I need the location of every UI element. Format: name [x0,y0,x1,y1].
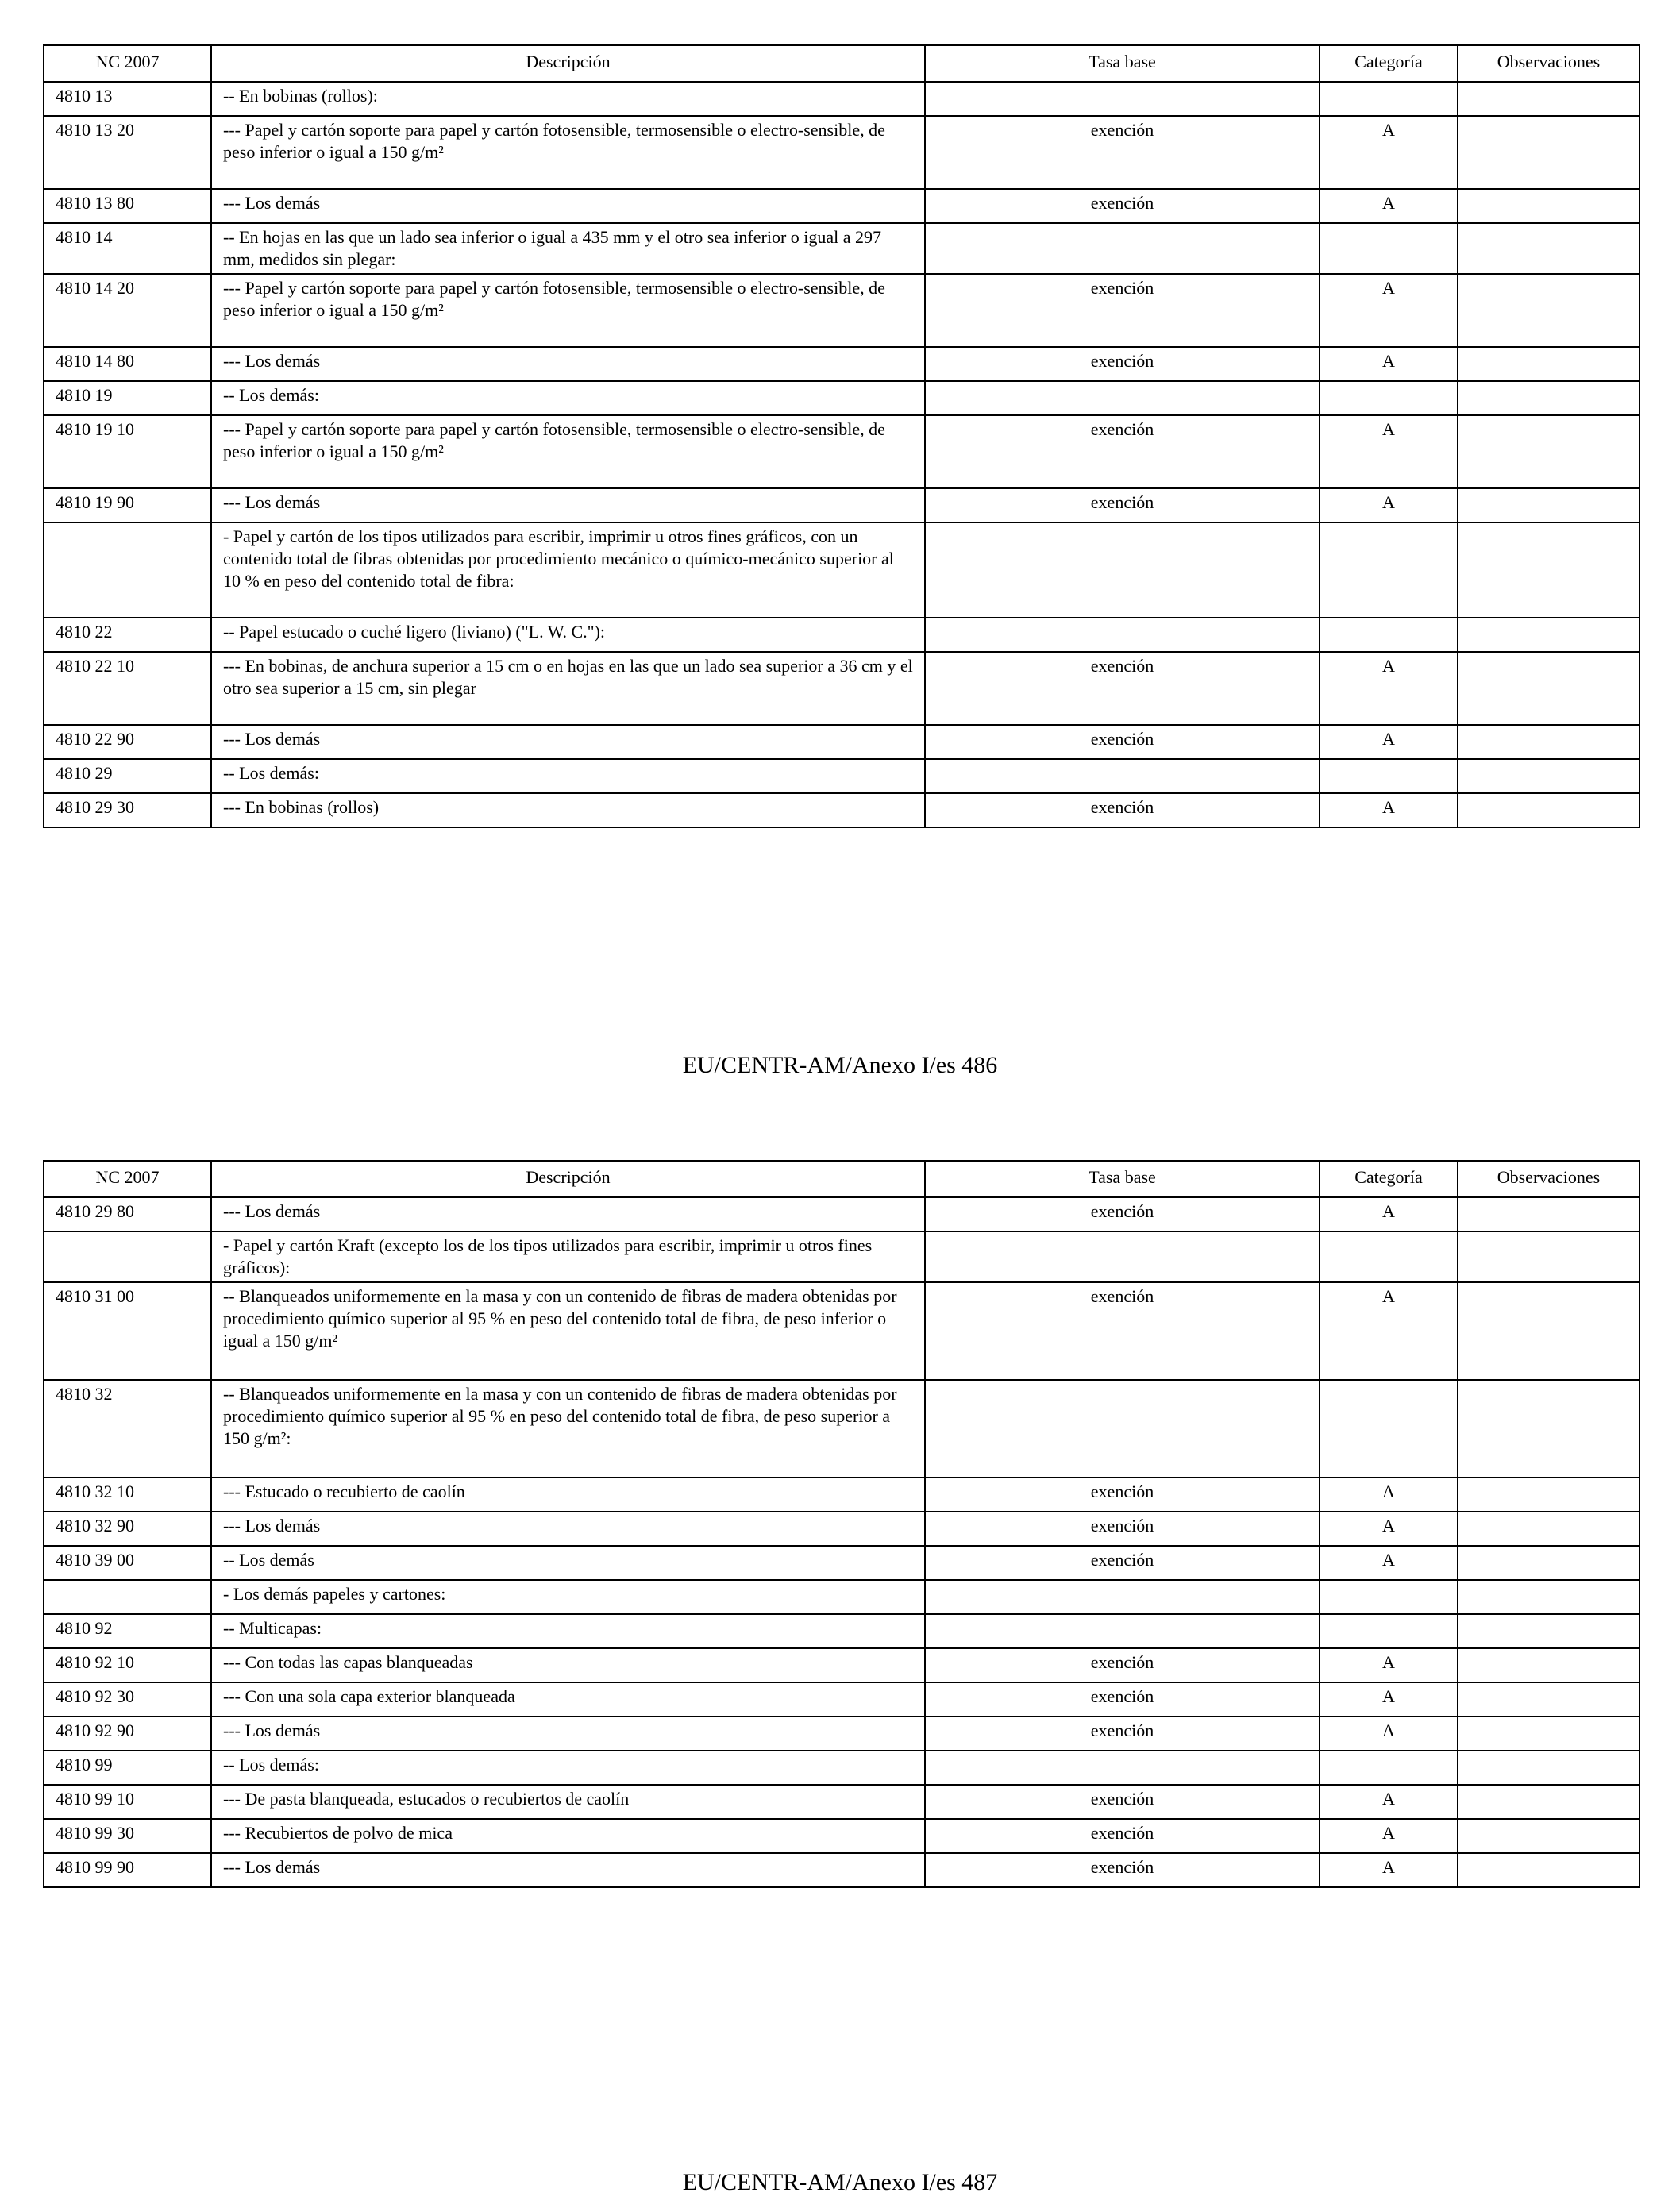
description-cell: - Papel y cartón Kraft (excepto los de los tipos utilizados para escribir, imprimir u otros fines gráficos): [211,1231,925,1282]
table-row [44,1512,1640,1546]
table-row [44,1853,1640,1887]
description-cell: -- En bobinas (rollos): [211,82,925,116]
header-nc: NC 2007 [44,1161,211,1197]
category-cell: A [1320,1546,1458,1580]
table-row [44,793,1640,827]
table-row [44,522,1640,618]
base-rate-cell: exención [925,415,1320,488]
nc-code-cell: 4810 19 90 [44,488,211,522]
description-cell: - Los demás papeles y cartones: [211,1580,925,1614]
observations-cell [1458,347,1640,381]
table-body-1 [44,82,1640,827]
nc-code-cell [44,1231,211,1282]
table-header-row [44,45,1640,82]
category-cell: A [1320,415,1458,488]
category-cell: A [1320,1648,1458,1682]
observations-cell [1458,223,1640,274]
description-cell: --- Los demás [211,189,925,223]
observations-cell [1458,1478,1640,1512]
table-row [44,1819,1640,1853]
observations-cell [1458,759,1640,793]
observations-cell [1458,618,1640,652]
base-rate-cell: exención [925,1478,1320,1512]
tariff-table-1 [43,44,1640,828]
observations-cell [1458,1648,1640,1682]
header-category: Categoría [1320,1161,1458,1197]
header-base-rate: Tasa base [925,45,1320,82]
base-rate-cell [925,1380,1320,1478]
nc-code-cell: 4810 13 80 [44,189,211,223]
observations-cell [1458,1231,1640,1282]
nc-code-cell: 4810 39 00 [44,1546,211,1580]
category-cell: A [1320,488,1458,522]
description-cell: --- Los demás [211,1853,925,1887]
description-cell: - Papel y cartón de los tipos utilizados para escribir, imprimir u otros fines gráficos, con un contenido total de fibras obtenidas por procedimiento mecánico o químico-mecánico superior al 10 % en peso del contenido total de fibra: [211,522,925,618]
description-cell: -- Los demás: [211,759,925,793]
nc-code-cell: 4810 29 30 [44,793,211,827]
category-cell: A [1320,1853,1458,1887]
observations-cell [1458,1819,1640,1853]
description-cell: -- Papel estucado o cuché ligero (liviano) ("L. W. C."): [211,618,925,652]
nc-code-cell: 4810 92 90 [44,1717,211,1751]
header-nc: NC 2007 [44,45,211,82]
observations-cell [1458,725,1640,759]
category-cell [1320,1614,1458,1648]
base-rate-cell: exención [925,1819,1320,1853]
category-cell [1320,1751,1458,1785]
table-row [44,347,1640,381]
nc-code-cell: 4810 99 90 [44,1853,211,1887]
nc-code-cell: 4810 99 30 [44,1819,211,1853]
nc-code-cell: 4810 14 80 [44,347,211,381]
page-footer: EU/CENTR-AM/Anexo I/es 487 [682,2169,998,2195]
base-rate-cell [925,381,1320,415]
base-rate-cell: exención [925,488,1320,522]
table-row [44,652,1640,725]
table-row [44,116,1640,189]
description-cell: -- Los demás: [211,381,925,415]
base-rate-cell: exención [925,189,1320,223]
base-rate-cell: exención [925,1197,1320,1231]
observations-cell [1458,415,1640,488]
description-cell: --- Papel y cartón soporte para papel y cartón fotosensible, termosensible o electro-sensible, de peso inferior o igual a 150 g/m² [211,116,925,189]
table-row [44,1648,1640,1682]
table-row [44,759,1640,793]
table-row [44,274,1640,347]
base-rate-cell [925,759,1320,793]
category-cell [1320,1380,1458,1478]
description-cell: -- Blanqueados uniformemente en la masa y con un contenido de fibras de madera obtenidas por procedimiento químico superior al 95 % en peso del contenido total de fibra, de peso inferior o igual a 150 g/m² [211,1282,925,1380]
category-cell [1320,381,1458,415]
base-rate-cell: exención [925,274,1320,347]
category-cell [1320,618,1458,652]
category-cell: A [1320,725,1458,759]
base-rate-cell [925,1614,1320,1648]
nc-code-cell: 4810 99 [44,1751,211,1785]
table-row [44,223,1640,274]
table-row [44,1478,1640,1512]
nc-code-cell: 4810 99 10 [44,1785,211,1819]
description-cell: --- Los demás [211,488,925,522]
base-rate-cell: exención [925,1546,1320,1580]
nc-code-cell: 4810 92 [44,1614,211,1648]
category-cell: A [1320,274,1458,347]
category-cell [1320,82,1458,116]
table-row [44,1682,1640,1717]
header-description: Descripción [211,45,925,82]
description-cell: -- Los demás: [211,1751,925,1785]
observations-cell [1458,1580,1640,1614]
nc-code-cell: 4810 92 30 [44,1682,211,1717]
description-cell: --- Papel y cartón soporte para papel y cartón fotosensible, termosensible o electro-sensible, de peso inferior o igual a 150 g/m² [211,415,925,488]
table-row [44,1231,1640,1282]
base-rate-cell: exención [925,652,1320,725]
description-cell: --- Los demás [211,1197,925,1231]
nc-code-cell: 4810 14 20 [44,274,211,347]
table-body-2 [44,1197,1640,1887]
base-rate-cell: exención [925,1512,1320,1546]
observations-cell [1458,652,1640,725]
category-cell [1320,1580,1458,1614]
base-rate-cell: exención [925,1717,1320,1751]
table-row [44,1580,1640,1614]
observations-cell [1458,1614,1640,1648]
nc-code-cell: 4810 22 90 [44,725,211,759]
category-cell: A [1320,1819,1458,1853]
base-rate-cell [925,1231,1320,1282]
description-cell: --- Los demás [211,1512,925,1546]
observations-cell [1458,793,1640,827]
table-row [44,381,1640,415]
nc-code-cell: 4810 19 [44,381,211,415]
description-cell: -- En hojas en las que un lado sea inferior o igual a 435 mm y el otro sea inferior o igual a 297 mm, medidos sin plegar: [211,223,925,274]
category-cell: A [1320,347,1458,381]
observations-cell [1458,116,1640,189]
description-cell: --- De pasta blanqueada, estucados o recubiertos de caolín [211,1785,925,1819]
table-row [44,725,1640,759]
category-cell: A [1320,1282,1458,1380]
observations-cell [1458,381,1640,415]
category-cell [1320,759,1458,793]
observations-cell [1458,1853,1640,1887]
base-rate-cell [925,522,1320,618]
observations-cell [1458,1751,1640,1785]
observations-cell [1458,1380,1640,1478]
category-cell: A [1320,1717,1458,1751]
observations-cell [1458,1546,1640,1580]
observations-cell [1458,1717,1640,1751]
description-cell: --- Los demás [211,1717,925,1751]
description-cell: -- Los demás [211,1546,925,1580]
nc-code-cell: 4810 13 20 [44,116,211,189]
base-rate-cell [925,223,1320,274]
description-cell: -- Blanqueados uniformemente en la masa y con un contenido de fibras de madera obtenidas por procedimiento químico superior al 95 % en peso del contenido total de fibra, de peso superior a 150 g/m²: [211,1380,925,1478]
table-row [44,1785,1640,1819]
table-row [44,488,1640,522]
table-row [44,1614,1640,1648]
observations-cell [1458,522,1640,618]
base-rate-cell: exención [925,1853,1320,1887]
observations-cell [1458,274,1640,347]
observations-cell [1458,1282,1640,1380]
category-cell [1320,223,1458,274]
header-observations: Observaciones [1458,1161,1640,1197]
nc-code-cell: 4810 22 10 [44,652,211,725]
description-cell: --- Recubiertos de polvo de mica [211,1819,925,1853]
description-cell: --- Con todas las capas blanqueadas [211,1648,925,1682]
observations-cell [1458,488,1640,522]
description-cell: -- Multicapas: [211,1614,925,1648]
header-category: Categoría [1320,45,1458,82]
description-cell: --- En bobinas, de anchura superior a 15 cm o en hojas en las que un lado sea superior a 36 cm y el otro sea superior a 15 cm, sin plegar [211,652,925,725]
table-row [44,1380,1640,1478]
nc-code-cell [44,522,211,618]
nc-code-cell: 4810 13 [44,82,211,116]
category-cell: A [1320,1785,1458,1819]
base-rate-cell [925,1580,1320,1614]
table-row [44,1546,1640,1580]
base-rate-cell [925,618,1320,652]
nc-code-cell: 4810 22 [44,618,211,652]
table-row [44,618,1640,652]
nc-code-cell [44,1580,211,1614]
base-rate-cell: exención [925,116,1320,189]
observations-cell [1458,1512,1640,1546]
category-cell: A [1320,1197,1458,1231]
table-header-row [44,1161,1640,1197]
nc-code-cell: 4810 19 10 [44,415,211,488]
category-cell: A [1320,1682,1458,1717]
header-base-rate: Tasa base [925,1161,1320,1197]
base-rate-cell: exención [925,1785,1320,1819]
description-cell: --- Los demás [211,347,925,381]
nc-code-cell: 4810 29 [44,759,211,793]
observations-cell [1458,1197,1640,1231]
table-row [44,1751,1640,1785]
nc-code-cell: 4810 92 10 [44,1648,211,1682]
observations-cell [1458,1785,1640,1819]
header-description: Descripción [211,1161,925,1197]
description-cell: --- Papel y cartón soporte para papel y cartón fotosensible, termosensible o electro-sensible, de peso inferior o igual a 150 g/m² [211,274,925,347]
nc-code-cell: 4810 31 00 [44,1282,211,1380]
table-row [44,1282,1640,1380]
description-cell: --- Los demás [211,725,925,759]
base-rate-cell: exención [925,725,1320,759]
category-cell: A [1320,1478,1458,1512]
description-cell: --- En bobinas (rollos) [211,793,925,827]
category-cell: A [1320,116,1458,189]
table-row [44,1197,1640,1231]
nc-code-cell: 4810 14 [44,223,211,274]
base-rate-cell [925,82,1320,116]
base-rate-cell: exención [925,1648,1320,1682]
tariff-table-2 [43,1160,1640,1888]
nc-code-cell: 4810 32 90 [44,1512,211,1546]
base-rate-cell: exención [925,1282,1320,1380]
nc-code-cell: 4810 32 [44,1380,211,1478]
table-row [44,82,1640,116]
table-row [44,415,1640,488]
category-cell: A [1320,793,1458,827]
page-footer: EU/CENTR-AM/Anexo I/es 486 [682,1052,998,1078]
category-cell: A [1320,1512,1458,1546]
nc-code-cell: 4810 29 80 [44,1197,211,1231]
table-row [44,189,1640,223]
table-row [44,1717,1640,1751]
base-rate-cell [925,1751,1320,1785]
observations-cell [1458,189,1640,223]
header-observations: Observaciones [1458,45,1640,82]
nc-code-cell: 4810 32 10 [44,1478,211,1512]
description-cell: --- Estucado o recubierto de caolín [211,1478,925,1512]
category-cell [1320,522,1458,618]
observations-cell [1458,82,1640,116]
base-rate-cell: exención [925,347,1320,381]
base-rate-cell: exención [925,793,1320,827]
category-cell: A [1320,652,1458,725]
description-cell: --- Con una sola capa exterior blanqueada [211,1682,925,1717]
category-cell [1320,1231,1458,1282]
category-cell: A [1320,189,1458,223]
observations-cell [1458,1682,1640,1717]
base-rate-cell: exención [925,1682,1320,1717]
